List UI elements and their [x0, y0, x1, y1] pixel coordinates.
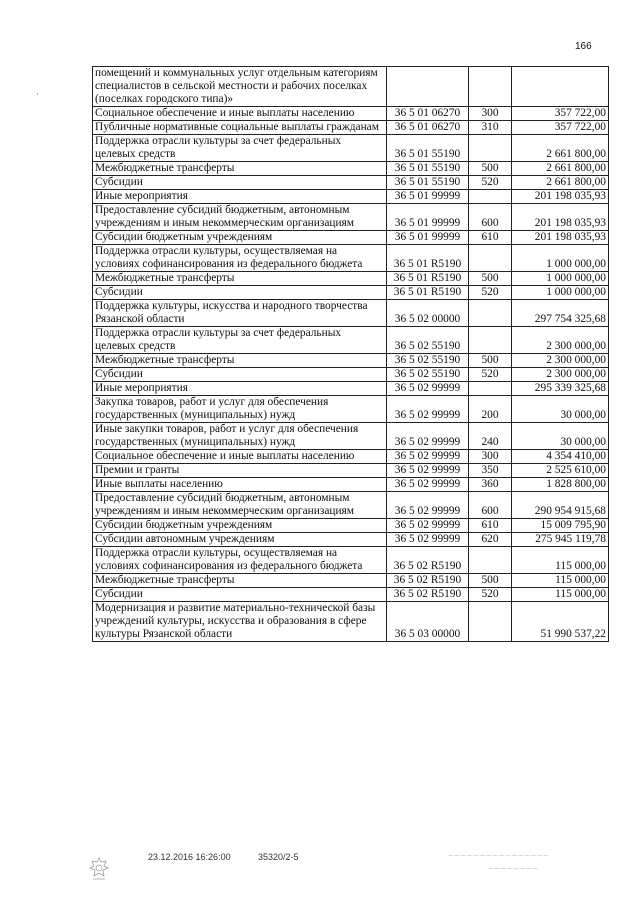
row-name-cell: Премии и гранты	[93, 464, 387, 478]
table-row	[93, 190, 609, 204]
row-name-cell: Поддержка отрасли культуры, осуществляемая на условиях софинансирования из федерального бюджета	[93, 547, 387, 574]
footer-doc-code: 35320/2-5	[258, 852, 299, 862]
row-name-cell: Поддержка культуры, искусства и народного творчества Рязанской области	[93, 300, 387, 327]
row-name-cell: Публичные нормативные социальные выплаты гражданам	[93, 121, 387, 135]
row-code-cell: 36 5 01 99999	[387, 190, 469, 204]
row-code-cell: 36 5 02 99999	[387, 423, 469, 450]
row-sum-cell	[512, 67, 609, 107]
row-code-cell: 36 5 02 55190	[387, 368, 469, 382]
table-row	[93, 519, 609, 533]
row-type-cell: 520	[469, 176, 512, 190]
row-name-cell: Субсидии автономным учреждениям	[93, 533, 387, 547]
row-type-cell: 520	[469, 286, 512, 300]
budget-table	[92, 66, 609, 642]
row-sum-cell: 201 198 035,93	[512, 204, 609, 231]
row-type-cell: 240	[469, 423, 512, 450]
row-code-cell: 36 5 01 55190	[387, 176, 469, 190]
row-type-cell: 600	[469, 204, 512, 231]
row-type-cell: 310	[469, 121, 512, 135]
row-code-cell: 36 5 01 99999	[387, 231, 469, 245]
table-row	[93, 354, 609, 368]
row-sum-cell: 290 954 915,68	[512, 492, 609, 519]
scan-artifact-mark: ·	[36, 89, 39, 99]
row-sum-cell: 201 198 035,93	[512, 231, 609, 245]
row-code-cell: 36 5 01 R5190	[387, 245, 469, 272]
row-type-cell: 500	[469, 354, 512, 368]
table-row	[93, 382, 609, 396]
row-sum-cell: 297 754 325,68	[512, 300, 609, 327]
row-type-cell: 600	[469, 492, 512, 519]
row-code-cell: 36 5 02 99999	[387, 478, 469, 492]
row-type-cell	[469, 245, 512, 272]
row-code-cell: 36 5 02 R5190	[387, 574, 469, 588]
table-row	[93, 231, 609, 245]
row-name-cell: Субсидии	[93, 368, 387, 382]
row-type-cell	[469, 547, 512, 574]
row-type-cell	[469, 135, 512, 162]
row-type-cell: 300	[469, 107, 512, 121]
table-row	[93, 368, 609, 382]
table-row	[93, 464, 609, 478]
row-sum-cell: 1 000 000,00	[512, 245, 609, 272]
row-type-cell	[469, 190, 512, 204]
table-row	[93, 396, 609, 423]
table-row	[93, 588, 609, 602]
row-type-cell: 500	[469, 272, 512, 286]
row-code-cell: 36 5 01 55190	[387, 135, 469, 162]
table-row	[93, 272, 609, 286]
page-number: 166	[575, 41, 592, 52]
row-code-cell: 36 5 02 R5190	[387, 588, 469, 602]
row-sum-cell: 30 000,00	[512, 423, 609, 450]
table-row	[93, 492, 609, 519]
row-code-cell: 36 5 02 99999	[387, 464, 469, 478]
row-type-cell: 350	[469, 464, 512, 478]
row-name-cell: Межбюджетные трансферты	[93, 354, 387, 368]
row-code-cell: 36 5 01 99999	[387, 204, 469, 231]
row-name-cell: Социальное обеспечение и иные выплаты населению	[93, 450, 387, 464]
row-sum-cell: 275 945 119,78	[512, 533, 609, 547]
row-code-cell: 36 5 02 00000	[387, 300, 469, 327]
faded-watermark: ~~~~~~~~~~~~~~~~ ~~~~~~~~	[448, 851, 550, 875]
row-sum-cell: 1 000 000,00	[512, 272, 609, 286]
row-sum-cell: 15 009 795,90	[512, 519, 609, 533]
row-name-cell: Субсидии	[93, 176, 387, 190]
row-sum-cell: 201 198 035,93	[512, 190, 609, 204]
table-row	[93, 204, 609, 231]
row-code-cell: 36 5 02 99999	[387, 396, 469, 423]
row-code-cell: 36 5 01 55190	[387, 162, 469, 176]
row-code-cell: 36 5 02 99999	[387, 519, 469, 533]
row-sum-cell: 2 300 000,00	[512, 368, 609, 382]
row-code-cell: 36 5 01 06270	[387, 121, 469, 135]
row-type-cell: 300	[469, 450, 512, 464]
table-row	[93, 602, 609, 642]
row-name-cell: Иные мероприятия	[93, 382, 387, 396]
row-code-cell	[387, 67, 469, 107]
row-sum-cell: 30 000,00	[512, 396, 609, 423]
row-type-cell	[469, 67, 512, 107]
row-type-cell	[469, 327, 512, 354]
row-name-cell: Закупка товаров, работ и услуг для обеспечения государственных (муниципальных) нужд	[93, 396, 387, 423]
row-code-cell: 36 5 02 55190	[387, 354, 469, 368]
table-row	[93, 300, 609, 327]
table-row	[93, 245, 609, 272]
row-name-cell: Социальное обеспечение и иные выплаты населению	[93, 107, 387, 121]
row-type-cell: 360	[469, 478, 512, 492]
row-type-cell: 200	[469, 396, 512, 423]
row-name-cell: Поддержка отрасли культуры, осуществляемая на условиях софинансирования из федерального бюджета	[93, 245, 387, 272]
row-sum-cell: 2 300 000,00	[512, 354, 609, 368]
row-sum-cell: 295 339 325,68	[512, 382, 609, 396]
row-name-cell: Межбюджетные трансферты	[93, 162, 387, 176]
row-code-cell: 36 5 01 R5190	[387, 286, 469, 300]
row-name-cell: Модернизация и развитие материально-технической базы учреждений культуры, искусства и образования в сфере культуры Рязанской области	[93, 602, 387, 642]
row-sum-cell: 2 661 800,00	[512, 135, 609, 162]
row-name-cell: Предоставление субсидий бюджетным, автономным учреждениям и иным некоммерческим организациям	[93, 204, 387, 231]
row-sum-cell: 4 354 410,00	[512, 450, 609, 464]
row-name-cell: Субсидии	[93, 286, 387, 300]
row-type-cell: 610	[469, 231, 512, 245]
table-row	[93, 121, 609, 135]
row-name-cell: Предоставление субсидий бюджетным, автономным учреждениям и иным некоммерческим организациям	[93, 492, 387, 519]
table-row	[93, 286, 609, 300]
row-name-cell: Иные выплаты населению	[93, 478, 387, 492]
row-type-cell	[469, 300, 512, 327]
row-name-cell: Поддержка отрасли культуры за счет федеральных целевых средств	[93, 327, 387, 354]
table-row	[93, 135, 609, 162]
table-row	[93, 533, 609, 547]
row-code-cell: 36 5 01 06270	[387, 107, 469, 121]
row-sum-cell: 2 661 800,00	[512, 176, 609, 190]
budget-table-body	[93, 67, 609, 642]
row-sum-cell: 115 000,00	[512, 574, 609, 588]
table-row	[93, 327, 609, 354]
row-code-cell: 36 5 01 R5190	[387, 272, 469, 286]
row-type-cell	[469, 602, 512, 642]
row-name-cell: Субсидии бюджетным учреждениям	[93, 519, 387, 533]
row-name-cell: помещений и коммунальных услуг отдельным категориям специалистов в сельской местности и рабочих поселках (поселках городского типа)»	[93, 67, 387, 107]
table-row	[93, 574, 609, 588]
row-name-cell: Иные мероприятия	[93, 190, 387, 204]
row-sum-cell: 2 525 610,00	[512, 464, 609, 478]
row-type-cell: 610	[469, 519, 512, 533]
row-sum-cell: 1 828 800,00	[512, 478, 609, 492]
row-code-cell: 36 5 02 R5190	[387, 547, 469, 574]
table-row	[93, 423, 609, 450]
row-name-cell: Межбюджетные трансферты	[93, 272, 387, 286]
row-sum-cell: 51 990 537,22	[512, 602, 609, 642]
table-row	[93, 547, 609, 574]
row-sum-cell: 2 300 000,00	[512, 327, 609, 354]
row-code-cell: 36 5 02 99999	[387, 492, 469, 519]
row-sum-cell: 115 000,00	[512, 588, 609, 602]
row-type-cell: 500	[469, 162, 512, 176]
row-code-cell: 36 5 03 00000	[387, 602, 469, 642]
table-row	[93, 67, 609, 107]
table-row	[93, 162, 609, 176]
footer-date: 23.12.2016 16:26:00	[148, 852, 231, 862]
row-code-cell: 36 5 02 99999	[387, 450, 469, 464]
row-type-cell: 620	[469, 533, 512, 547]
row-sum-cell: 1 000 000,00	[512, 286, 609, 300]
row-type-cell: 520	[469, 368, 512, 382]
table-row	[93, 176, 609, 190]
row-code-cell: 36 5 02 99999	[387, 533, 469, 547]
row-name-cell: Межбюджетные трансферты	[93, 574, 387, 588]
row-code-cell: 36 5 02 55190	[387, 327, 469, 354]
table-row	[93, 478, 609, 492]
row-type-cell: 500	[469, 574, 512, 588]
row-type-cell: 520	[469, 588, 512, 602]
row-sum-cell: 2 661 800,00	[512, 162, 609, 176]
eagle-emblem-icon	[88, 856, 110, 882]
row-sum-cell: 357 722,00	[512, 121, 609, 135]
row-name-cell: Субсидии бюджетным учреждениям	[93, 231, 387, 245]
row-name-cell: Субсидии	[93, 588, 387, 602]
table-row	[93, 450, 609, 464]
row-sum-cell: 357 722,00	[512, 107, 609, 121]
row-code-cell: 36 5 02 99999	[387, 382, 469, 396]
row-type-cell	[469, 382, 512, 396]
row-name-cell: Поддержка отрасли культуры за счет федеральных целевых средств	[93, 135, 387, 162]
row-name-cell: Иные закупки товаров, работ и услуг для обеспечения государственных (муниципальных) нужд	[93, 423, 387, 450]
row-sum-cell: 115 000,00	[512, 547, 609, 574]
table-row	[93, 107, 609, 121]
